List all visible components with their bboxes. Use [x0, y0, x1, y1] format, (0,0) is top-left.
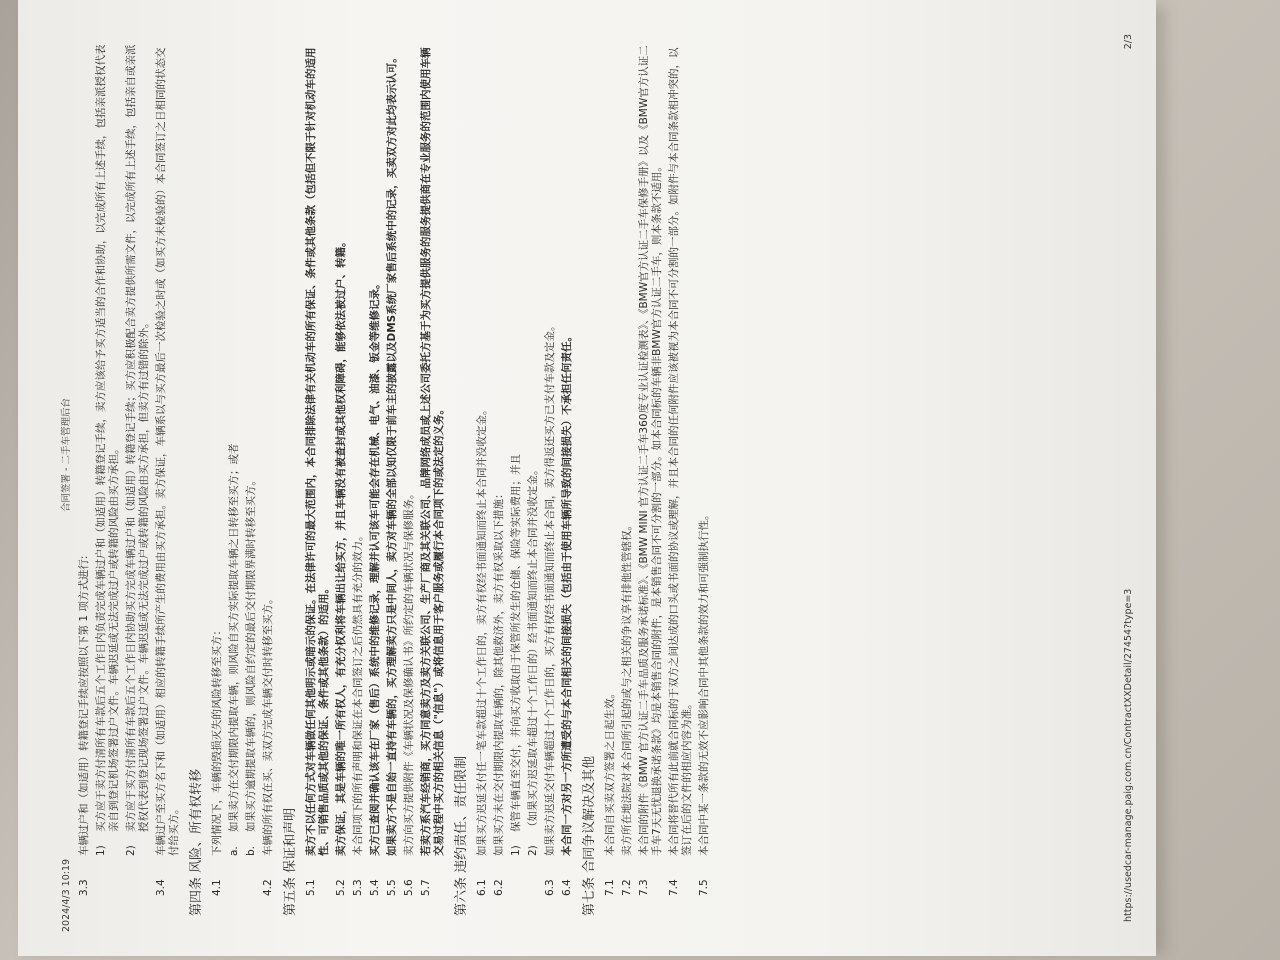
clause-4-1-a: a. 如果卖方在交付期限内提取车辆，则风险自买方实际提取车辆之日转移至买方；或者: [228, 443, 240, 856]
clause-5-4: 5.4 买方已查阅并确认该车在厂家（售后）系统中的维修记录，理解并认可该车可能会存在机械、电气、油漆、钣金等维修记录。: [369, 278, 381, 896]
clause-5-6: 5.6 卖方向买方提供附件《车辆状况及保修确认书》所约定的车辆状况与保修服务。: [403, 488, 415, 896]
clause-5-1: 5.1 卖方不以任何方式对车辆做任何其他明示或暗示的保证。在法律许可的最大范围内，本合同排除法律有关机动车的所有保证、条件或其他条款（包括但不限于针对机动车的适用性、可销售品质或其他的保证、条件或其他条款）的适用。: [305, 47, 330, 896]
clause-4-1: 4.1 下列情况下，车辆的毁损灭失的风险转移至买方：: [211, 625, 223, 896]
clause-6-2: 6.2 如果买方未在交付期限内提取车辆的，除其他救济外，卖方有权采取以下措施：: [493, 488, 505, 896]
page-url: https://usedcar-manage.paig.com.cn/ContractXXDetail/27454?type=3: [1123, 588, 1134, 922]
print-header: [60, 24, 74, 932]
clause-6-2-2: 2) （如果买方迟延取车超过十个工作日的）经书面通知而终止本合同并没收定金。: [527, 464, 539, 856]
clause-5-2: 5.2 卖方保证，其是车辆的唯一所有权人，有充分权利将车辆出让给买方，并且车辆没有被查封或其他权利障碍，能够依法被过户、转籍。: [335, 236, 347, 896]
clause-7-1: 7.1 本合同自买卖双方签署之日起生效。: [604, 688, 616, 896]
clause-4-2: 4.2 车辆的所有权在买、卖双方完成车辆交付时转移至买方。: [262, 593, 274, 896]
clause-7-3: 7.3 本合同的附件《BMW 官方认证二手车品质及服务承诺标准》、《BMW MINI 官方认证二手车360度专业认证检测表》、《BMW官方认证二手车保修手册》以及《BMW官方认证二手车7天无忧退换承诺条款》均是本销售合同的附件，是本销售合同不可分割的一部分。如本合同标的车辆非BMW官方认证二手车，则本条款不适用。: [638, 45, 663, 896]
clause-3-3-1: 1) 买方应于卖方付清所有车款后五个工作日内负责完成车辆过户和（如适用）转籍登记手续，卖方应该给予买方适当的合作和协助，以完成所有上述手续，包括亲派授权代表亲自到登记机场签署过户文件。车辆迟延或无法完成过户或转籍的风险由买方承担。: [95, 44, 120, 856]
contract-page: [18, 0, 1156, 956]
clause-3-3-2: 2) 卖方应于买方付清所有车款后五个工作日内协助买方完成车辆过户和（如适用）转籍登记手续；买方应积极配合卖方提供所需文件，以完成所有上述手续，包括亲自或亲派授权代表到登记现场签署过户文件。车辆迟延或无法完成过户或转籍的风险由买方承担，但卖方有过错的除外。: [125, 44, 150, 856]
section-7-heading: 第七条 合同争议解决及其他: [582, 755, 597, 916]
clause-6-2-1: 1) 保管车辆直至交付，并向买方收取由于保管所发生的仓储、保险等实际费用；并且: [510, 454, 522, 856]
clause-5-7: 5.7 若卖方系汽车经销商，买方同意卖方及卖方关联公司、生产厂商及其关联公司、品牌网络成员或上述公司委托方基于为买方提供服务的服务提供商在专业服务的范围内使用车辆交易过程中买方的相关信息（"信息"）或将信息用于客户服务或履行本合同项下的或法定的义务。: [420, 47, 445, 896]
print-date: 2024/4/3 10:19: [61, 858, 72, 932]
clause-4-1-b: b. 如果买方逾期提取车辆的，则风险自约定的最后交付期限界满时转移至买方。: [245, 475, 257, 856]
print-title: 合同签署 - 二手车管理后台: [61, 398, 72, 512]
clause-6-1: 6.1 如果买方迟延支付任一笔车款超过十个工作日的，卖方有权经书面通知而终止本合同并没收定金。: [476, 404, 488, 896]
section-5-heading: 第五条 保证和声明: [283, 807, 298, 916]
section-6-heading: 第六条 违约责任、责任限制: [454, 755, 469, 916]
clause-6-3: 6.3 如果卖方迟延交付车辆超过十个工作日的，买方有权经书面通知而终止本合同，卖方得返还买方已支付车款及定金。: [544, 320, 556, 896]
section-4-heading: 第四条 风险、所有权转移: [189, 768, 204, 916]
clause-6-4: 6.4 本合同一方对另一方所遭受的与本合同相关的间接损失（包括由于使用车辆所导致的间接损失）不承担任何责任。: [561, 331, 573, 896]
clause-7-2: 7.2 卖方所在地法院对本合同所引起的或与之相关的争议享有排他性管辖权。: [621, 520, 633, 896]
page-number: 2/3: [1123, 34, 1134, 50]
clause-7-5: 7.5 本合同中某一条款的无效不应影响合同中其他条款的效力和可强制执行性。: [698, 509, 710, 896]
clause-3-4: 3.4 车辆过户至买方名下和（如适用）相应的转籍手续所产生的费用由买方承担。卖方保证，车辆系以与买方最后一次检验之时或（如买方未检验的）本合同签订之日相同的状态交付给买方。: [155, 47, 180, 896]
clause-3-3: 3.3 车辆过户和（如适用）转籍登记手续应按照以下第 1 项方式进行:: [78, 555, 90, 896]
contract-sheet: [18, 0, 1156, 956]
clause-5-3: 5.3 本合同项下的所有声明和保证在本合同签订之后仍然具有充分的效力。: [352, 530, 364, 896]
contract-body: [78, 40, 715, 916]
clause-5-5: 5.5 如果卖方不是自始一直持有车辆的，买方理解卖方只是中间人，卖方对车辆的全部以知仅限于前车主的披露以及DMS系统厂家售后系统中的记录，买卖双方对此均表示认可。: [386, 52, 398, 896]
clause-7-4: 7.4 本合同将替代所有此前就合同标的于双方之间达成的口头或书面的协议或理解，并且本合同的任何附件应该被视为本合同不可分割的一部分。如附件与本合同条款相冲突的，以签订在后的文件的相应内容为准。: [668, 47, 693, 896]
